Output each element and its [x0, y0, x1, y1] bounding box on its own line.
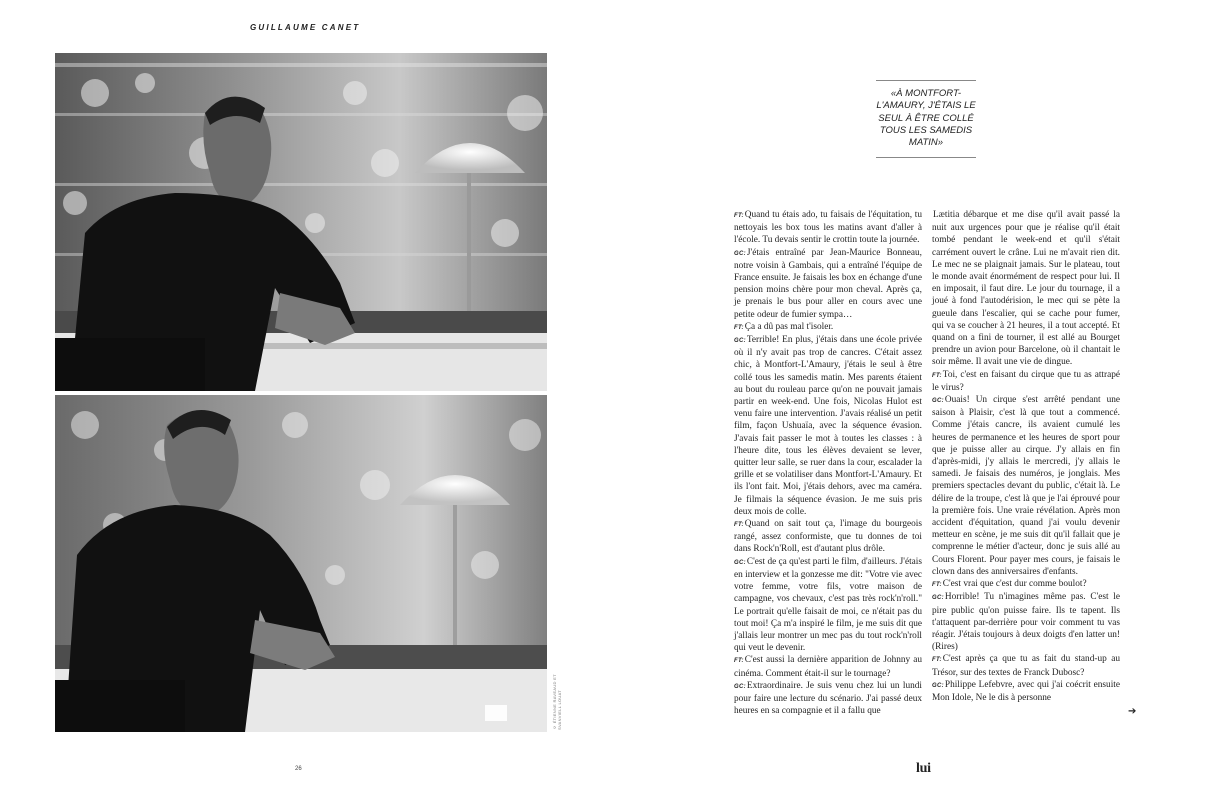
paragraph-text: C'est aussi la dernière apparition de Johnny au cinéma. Comment était-il sur le tournage?	[734, 655, 922, 679]
paragraph	[734, 334, 922, 518]
photo-credit: © ÉTIENNE RAVEAUD ET SVANVIELL LOUAT	[552, 674, 562, 730]
paragraph	[932, 679, 1120, 704]
paragraph	[734, 247, 922, 321]
paragraph-text: C'est vrai que c'est dur comme boulot?	[942, 579, 1087, 590]
photo-bottom-image	[55, 395, 547, 732]
photo-top-image	[55, 53, 547, 391]
photo-guillaume-canet-smiling	[55, 395, 547, 732]
speaker-tag: GC:	[734, 683, 746, 690]
paragraph-text: Philippe Lefebvre, avec qui j'ai coécrit ensuite Mon Idole, Ne le dis à personne	[932, 679, 1120, 703]
paragraph	[734, 680, 922, 718]
paragraph	[932, 591, 1120, 653]
pull-quote: «À MONTFORT-L'AMAURY, J'ÉTAIS LE SEUL À ÊTRE COLLÉ TOUS LES SAMEDIS MATIN»	[876, 80, 976, 158]
arrow-right-icon: ➔	[1128, 706, 1137, 717]
paragraph	[734, 518, 922, 556]
paragraph	[932, 394, 1120, 578]
paragraph	[932, 369, 1120, 394]
paragraph-text: C'est après ça que tu as fait du stand-up au Trésor, sur des textes de Franck Dubosc?	[932, 654, 1120, 678]
paragraph-text: Terrible! En plus, j'étais dans une école privée où il n'y avait pas trop de cancres. C'était assez chic, à Montfort-L'Amaury, j'étais le seul à être collé tous les samedis matin. Mes parents étaient au bout du rouleau parce qu'on ne pouvait jamais partir en week-end. Une fois, Nicolas Hulot est venu faire une intervention. J'avais réalisé un petit film, façon Ushuaïa, avec la séquence évasion. J'avais fait passer le mot à toutes les classes : à l'heure dite, tous les élèves devaient se lever, quitter leur salle, se ruer dans la cour, escalader la grille et se volatiliser dans Montfort-L'Amaury. Et ils l'ont fait. Moi, j'étais dehors, avec ma caméra. Je filmais la séquence évasion. Je me suis pris deux mois de colle.	[734, 335, 922, 517]
speaker-tag: FT:	[932, 582, 942, 589]
paragraph	[734, 654, 922, 679]
paragraph-text: Toi, c'est en faisant du cirque que tu as attrapé le virus?	[932, 369, 1120, 393]
right-page	[614, 0, 1227, 800]
paragraph-text: Extraordinaire. Je suis venu chez lui un lundi pour faire une lecture du scénario. J'ai passé deux heures en sa compagnie et il a fallu que	[734, 680, 922, 717]
speaker-tag: GC:	[932, 682, 944, 689]
paragraph-text: C'est de ça qu'est parti le film, d'ailleurs. J'étais en interview et la gonzesse me dit: "Votre vie avec votre femme, votre fils, votre maison de campagne, vos chevaux, c'est pas très rock'n'roll." Le portrait qu'elle faisait de moi, ce n'était pas du tout moi! Ça m'a inspiré le film, je me suis dit que j'allais leur montrer un mec pas du tout rock'n'roll qui veut le devenir.	[734, 556, 922, 654]
paragraph-text: Ça a dû pas mal t'isoler.	[744, 321, 834, 332]
speaker-tag: FT:	[734, 324, 744, 331]
paragraph	[932, 209, 1120, 369]
photo-guillaume-canet-serious	[55, 53, 547, 391]
paragraph	[932, 653, 1120, 678]
paragraph	[734, 209, 922, 247]
text-column-2	[932, 209, 1120, 704]
running-head: GUILLAUME CANET	[250, 23, 361, 32]
page-number: 26	[295, 766, 302, 772]
paragraph	[932, 578, 1120, 591]
magazine-logo: lui	[916, 761, 931, 776]
paragraph-text: Ouais! Un cirque s'est arrêté pendant une saison à Plaisir, c'est là que tout a commencé. Comme j'étais cancre, ils avaient cumulé les heures de permanence et les heures de sport pour que je puisse aller au cirque. J'y allais en fin d'après-midi, j'y allais le mercredi, j'y allais le samedi. Je faisais des numéros, je jonglais. Mes premiers spectacles devant du public, c'était là. Le délire de la troupe, c'est là que je l'ai éprouvé pour la première fois. Une vraie révélation. Après mon accident d'équitation, quand j'ai voulu devenir metteur en scène, je me suis dit qu'il fallait que je comprenne le métier d'acteur, donc je suis allé au Cours Florent. Pour payer mes cours, je faisais le clown dans des anniversaires d'enfants.	[932, 395, 1120, 577]
speaker-tag: FT:	[734, 658, 744, 665]
speaker-tag: GC:	[734, 338, 746, 345]
paragraph-text: J'étais entraîné par Jean-Maurice Bonneau, notre voisin à Gambais, qui a entraîné l'équipe de France ensuite. Je faisais les box en échange d'une pension moins chère pour mon cheval. Après ça, je prenais le bus pour aller en cours avec une petite odeur de fumier sympa…	[734, 247, 922, 320]
speaker-tag: FT:	[734, 522, 744, 529]
speaker-tag: FT:	[932, 372, 942, 379]
speaker-tag: GC:	[932, 595, 944, 602]
paragraph-text: Lætitia débarque et me dise qu'il avait passé la nuit aux urgences pour que je réalise qu'il était tombé pendant le week-end et qu'il s'était carrément ouvert le crâne. Lui ne m'avait rien dit. Le mec ne se plaignait jamais. Sur le plateau, tout le monde avait énormément de respect pour lui. Il en imposait, il faut dire. Le jour du tournage, il a joué à fond l'autodérision, le mec qui se pète la gueule dans l'escalier, qui se cache pour fumer, qui va se coucher à 21 heures, il a tout accepté. Et quand on a fini de tourner, il est allé au Bourget prendre un avion pour Barcelone, où il chantait le soir même. Il avait une vie de dingue.	[932, 210, 1120, 368]
paragraph	[734, 321, 922, 334]
speaker-tag: FT:	[932, 657, 942, 664]
speaker-tag: FT:	[734, 213, 744, 219]
speaker-tag: GC:	[734, 250, 746, 257]
paragraph	[734, 556, 922, 655]
paragraph-text: Horrible! Tu n'imagines même pas. C'est le pire public qu'on puisse faire. Ils te tapent. Ils t'attaquent par-derrière pour voir comment tu vas réagir. J'étais toujours à deux doigts d'en latter un! (Rires)	[932, 592, 1120, 653]
text-column-1	[734, 209, 922, 717]
paragraph-text: Quand tu étais ado, tu faisais de l'équitation, tu nettoyais les box tous les matins avant d'aller à l'école. Tu devais sentir le crottin toute la journée.	[734, 210, 922, 246]
paragraph-text: Quand on sait tout ça, l'image du bourgeois rangé, assez conformiste, que tu donnes de toi dans Rock'n'Roll, est d'autant plus drôle.	[734, 519, 922, 555]
speaker-tag: GC:	[932, 398, 944, 405]
speaker-tag: GC:	[734, 559, 746, 566]
